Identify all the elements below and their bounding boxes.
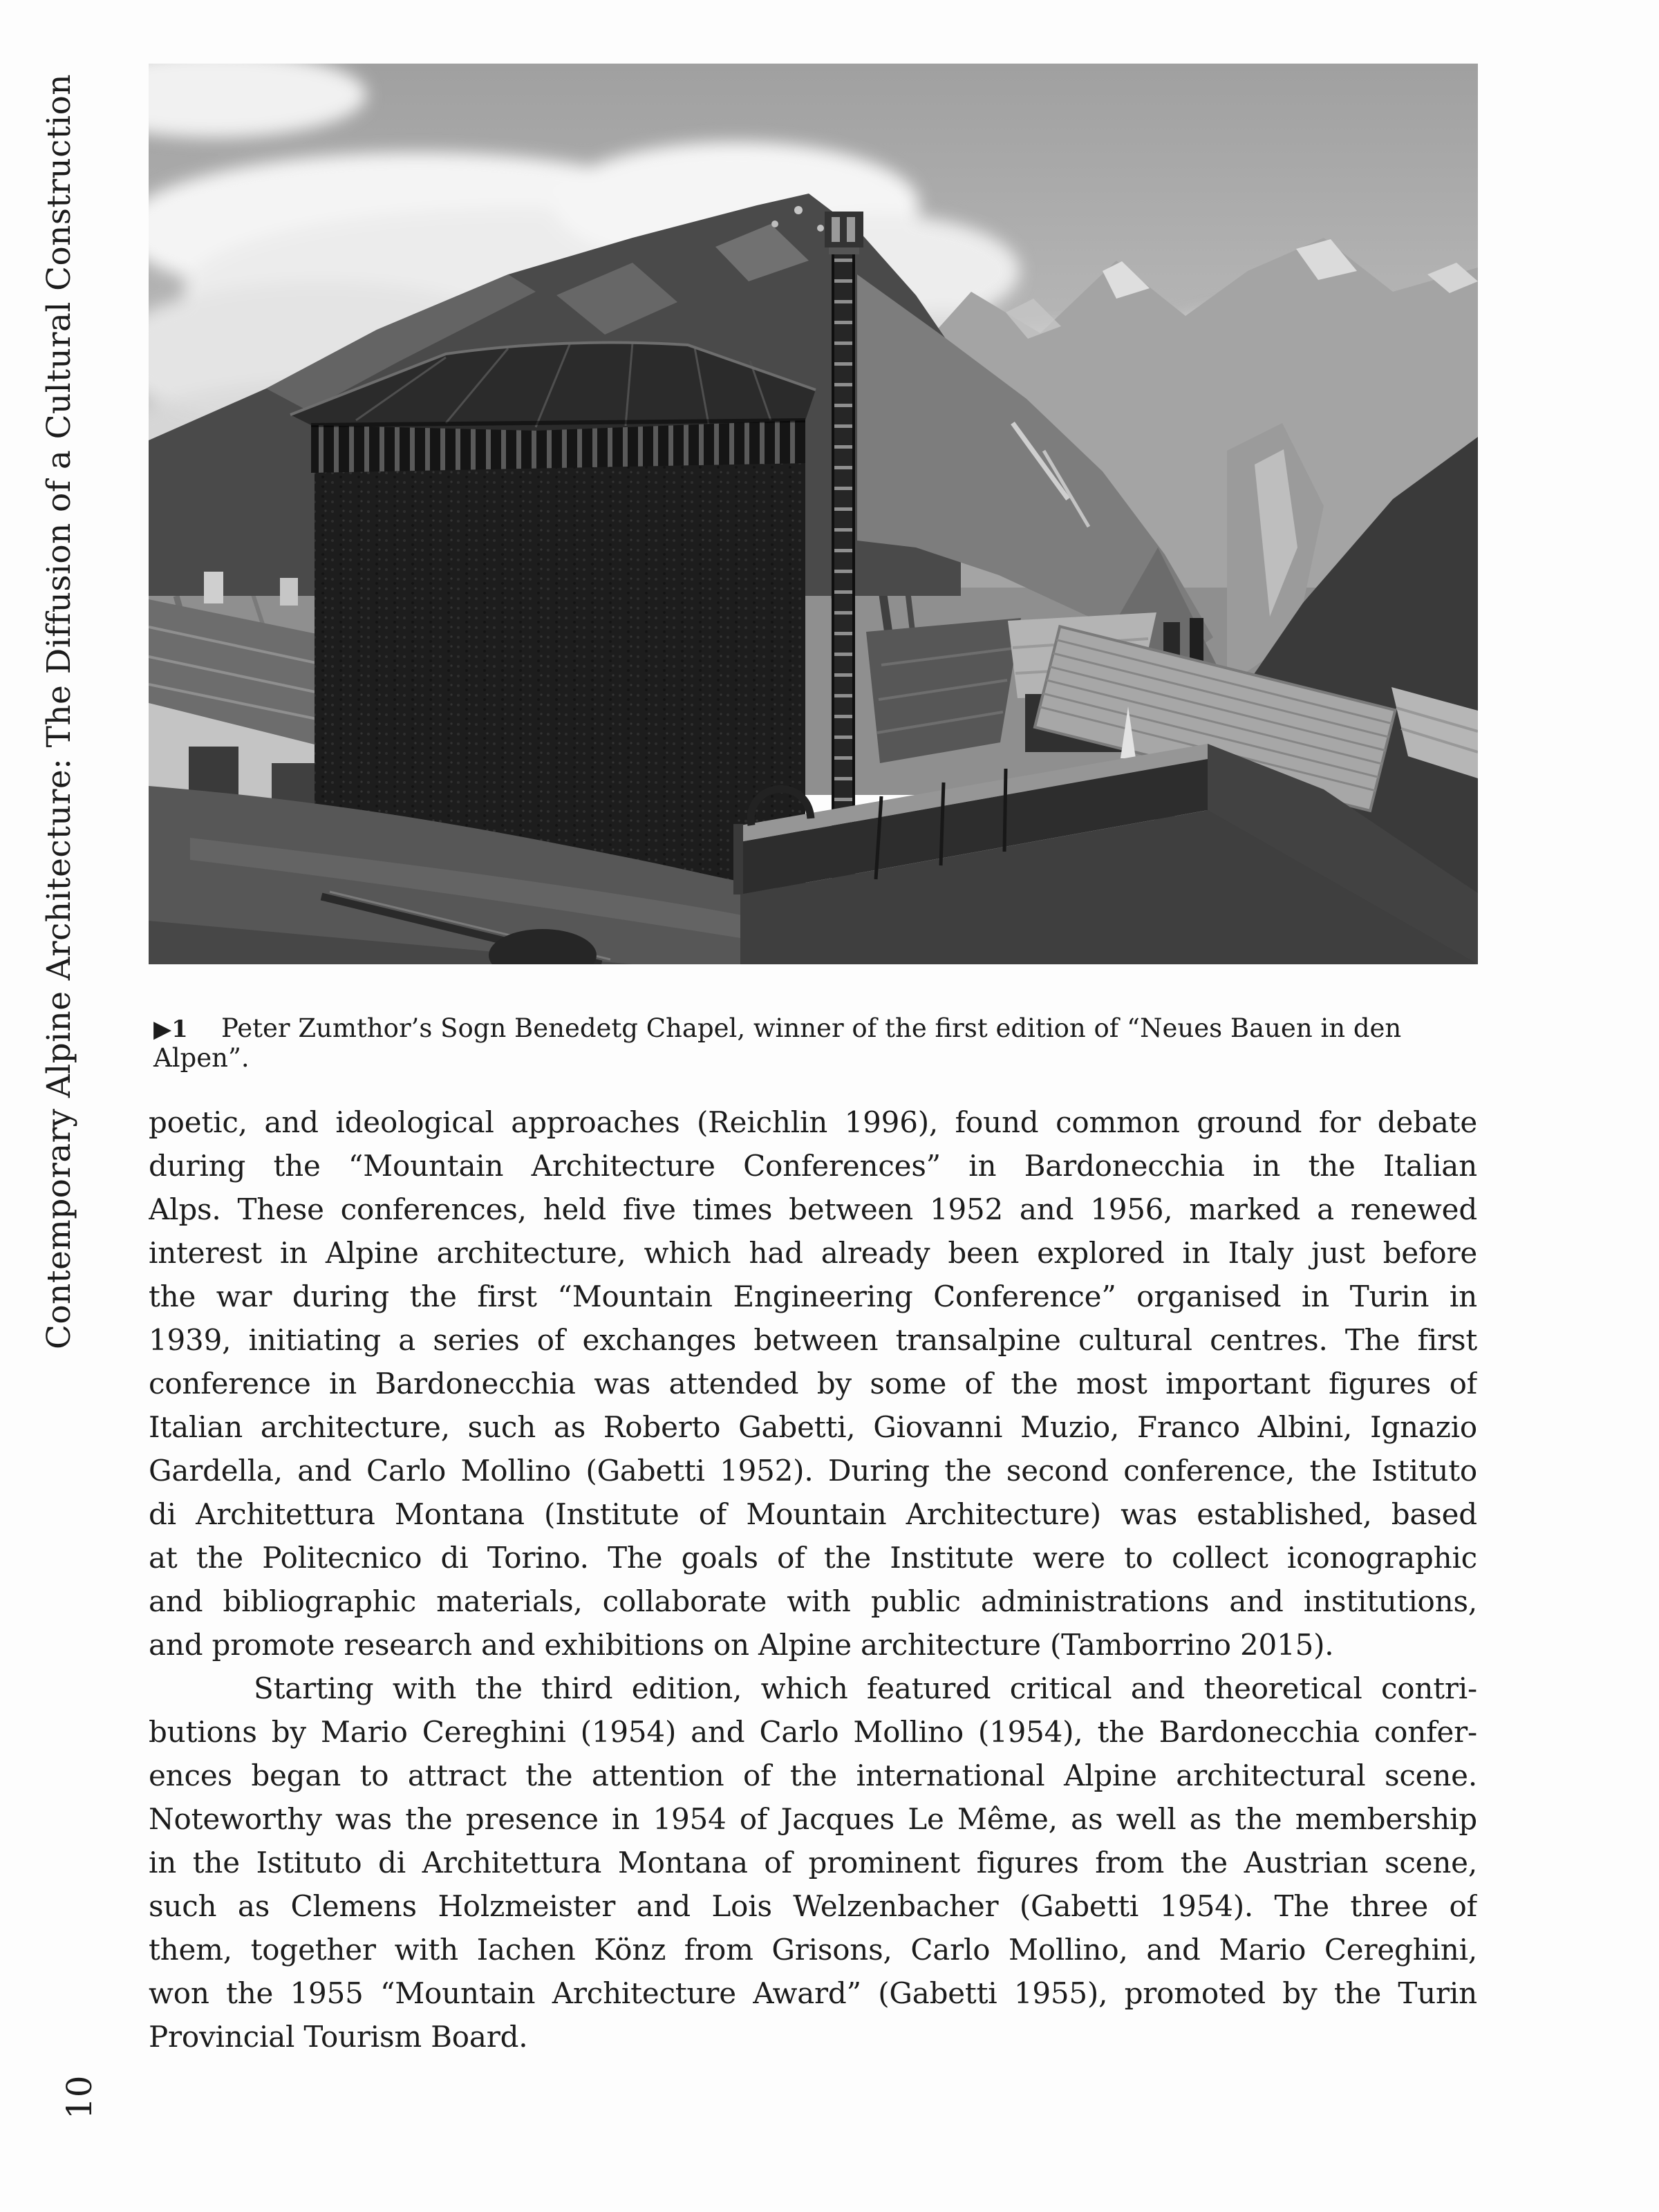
body-line: Starting with the third edition, which featured critical and theoretical contri- bbox=[254, 1671, 1477, 1705]
body-line: poetic, and ideological approaches (Reichlin 1996), found common ground for debate bbox=[149, 1105, 1477, 1139]
body-line: Alps. These conferences, held five times between 1952 and 1956, marked a renewed bbox=[149, 1192, 1477, 1226]
body-line: during the “Mountain Architecture Conferences” in Bardonecchia in the Italian bbox=[149, 1149, 1477, 1183]
figure-photo bbox=[149, 64, 1478, 964]
body-line: them, together with Iachen Könz from Grisons, Carlo Mollino, and Mario Cereghini, bbox=[149, 1933, 1477, 1967]
body-line: 1939, initiating a series of exchanges between transalpine cultural centres. The first bbox=[149, 1323, 1477, 1357]
body-line: won the 1955 “Mountain Architecture Award” (Gabetti 1955), promoted by the Turin bbox=[149, 1976, 1477, 2010]
body-line: di Architettura Montana (Institute of Mountain Architecture) was established, based bbox=[149, 1497, 1477, 1531]
body-line: ences began to attract the attention of the international Alpine architectural scene. bbox=[149, 1759, 1477, 1792]
body-line: butions by Mario Cereghini (1954) and Carlo Mollino (1954), the Bardonecchia confer- bbox=[149, 1715, 1477, 1749]
sidebar-title: Contemporary Alpine Architecture: The Diffusion of a Cultural Construction bbox=[40, 74, 78, 1349]
body-line: and bibliographic materials, collaborate with public administrations and institutions, bbox=[149, 1584, 1477, 1618]
body-line: interest in Alpine architecture, which had already been explored in Italy just before bbox=[149, 1236, 1477, 1270]
figure-caption: Peter Zumthor’s Sogn Benedetg Chapel, winner of the first edition of “Neues Bauen in den Alpen”. bbox=[153, 1013, 1402, 1073]
chapel-photo-illustration bbox=[149, 64, 1478, 964]
body-line: Provincial Tourism Board. bbox=[149, 2020, 528, 2054]
body-line: in the Istituto di Architettura Montana of prominent figures from the Austrian scene, bbox=[149, 1846, 1477, 1880]
figure-caption-row bbox=[153, 1013, 1478, 1073]
body-line: Italian architecture, such as Roberto Gabetti, Giovanni Muzio, Franco Albini, Ignazio bbox=[149, 1410, 1477, 1444]
body-line: at the Politecnico di Torino. The goals of the Institute were to collect iconographic bbox=[149, 1541, 1477, 1575]
body-text bbox=[149, 1100, 1477, 2059]
figure-marker-triangle-icon: ▶1 bbox=[153, 1015, 188, 1043]
body-line: the war during the first “Mountain Engineering Conference” organised in Turin in bbox=[149, 1280, 1477, 1313]
body-line: Gardella, and Carlo Mollino (Gabetti 1952). During the second conference, the Istituto bbox=[149, 1454, 1477, 1488]
page-number: 10 bbox=[59, 2075, 100, 2119]
body-line: such as Clemens Holzmeister and Lois Welzenbacher (Gabetti 1954). The three of bbox=[149, 1889, 1477, 1923]
body-line: Noteworthy was the presence in 1954 of Jacques Le Même, as well as the membership bbox=[149, 1802, 1477, 1836]
body-line: and promote research and exhibitions on Alpine architecture (Tamborrino 2015). bbox=[149, 1628, 1334, 1662]
body-line: conference in Bardonecchia was attended by some of the most important figures of bbox=[149, 1367, 1477, 1400]
